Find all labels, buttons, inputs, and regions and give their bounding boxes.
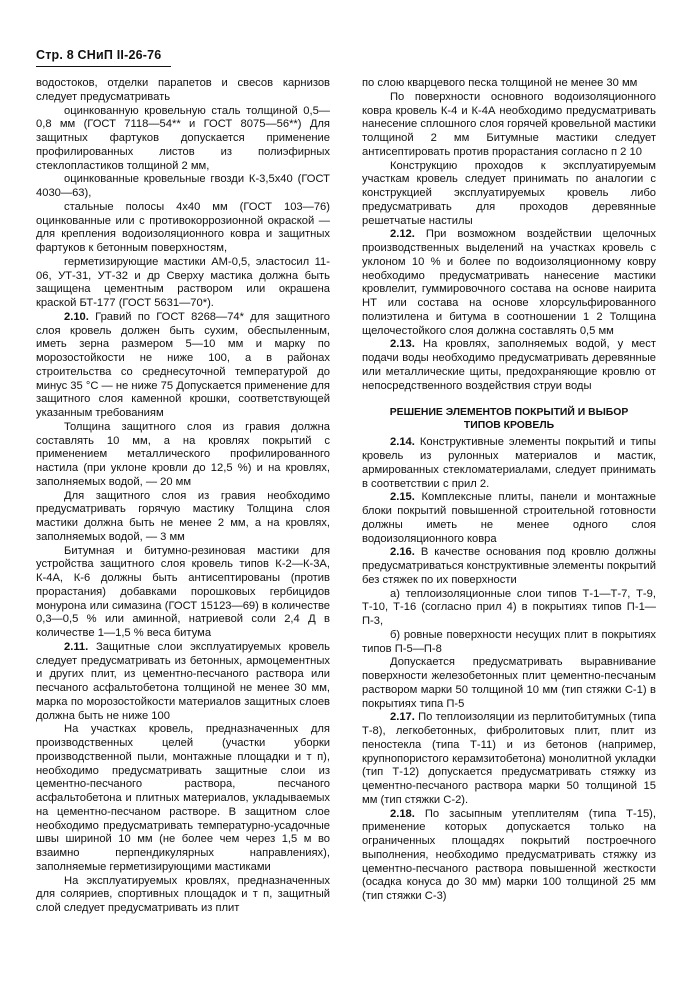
paragraph: [362, 656, 656, 711]
clause-number: 2.12.: [390, 228, 415, 241]
paragraph-text: Конструкцию проходов к эксплуатируемым участкам кровель следует принимать по аналогии с конструкцией эксплуатируемых кровель либо предусматривать для проходов деревянные решетчатые настилы: [362, 159, 656, 227]
paragraph: [362, 228, 656, 338]
paragraph: [362, 436, 656, 491]
paragraph-text: Для защитного слоя из гравия необходимо предусматривать горячую мастику Толщина слоя мастики должна быть не менее 2 мм, а на кровлях, заполняемых водой, — 3 мм: [36, 489, 330, 543]
clause-number: 2.10.: [64, 310, 89, 323]
paragraph-text: а) теплоизоляционные слои типов Т-1—Т-7, Т-9, Т-10, Т-16 (согласно прил 4) в покрытиях типов П-1—П-3,: [362, 587, 656, 627]
header-rule: [36, 66, 171, 67]
paragraph: [36, 105, 330, 174]
paragraph: [362, 546, 656, 587]
paragraph-text: По поверхности основного водоизоляционного ковра кровель К-4 и К-4А необходимо предусматривать нанесение сплошного слоя горячей кровельной мастики толщиной 2 мм Битумные мастики следует антисептировать против прорастания согласно п 2 10: [362, 90, 656, 158]
paragraph: [362, 711, 656, 807]
paragraph-text: оцинкованную кровельную сталь толщиной 0,5—0,8 мм (ГОСТ 7118—54** и ГОСТ 8075—56**) Для защитных фартуков допускается применение профилированных листов из полиэфирных стеклопластиков толщиной 2 мм,: [36, 104, 330, 172]
paragraph-text: На кровлях, заполняемых водой, у мест подачи воды необходимо предусматривать деревянные или металлические щиты, предохраняющие кровлю от непосредственного воздействия струи воды: [362, 338, 656, 392]
right-column-top-text: [362, 77, 656, 393]
paragraph: [36, 311, 330, 421]
paragraph: [36, 173, 330, 201]
section-title: [362, 407, 656, 432]
paragraph-text: По засыпным утеплителям (типа Т-15), применение которых допускается только на ограниченных площадях покрытий построечного выполнения, необходимо предусматривать стяжку из цементно-песчаного раствора повышенной жесткости (осадка конуса до 30 мм) марки 100 толщиной 25 мм (тип стяжки С-3): [362, 807, 656, 902]
paragraph: [362, 491, 656, 546]
right-column: [362, 77, 656, 904]
paragraph: [36, 490, 330, 545]
paragraph: [36, 545, 330, 641]
paragraph-text: При возможном воздействии щелочных производственных выделений на участках кровель с уклоном 10 % и более по водоизоляционному ковру необходимо предусматривать нанесение мастики кровлелит, гуммировочного состава на основе наирита НТ или состава на основе хлорсульфированного полиэтилена и битума в соотношении 1 2 Толщина щелочестойкого слоя должна составлять 0,5 мм: [362, 228, 656, 337]
paragraph: [36, 256, 330, 311]
paragraph-text: стальные полосы 4х40 мм (ГОСТ 103—76) оцинкованные или с противокоррозионной окраской — для крепления водоизоляционного ковра и защитных фартуков к бетонным поверхностям,: [36, 200, 330, 254]
clause-number: 2.11.: [64, 640, 89, 653]
paragraph-text: Комплексные плиты, панели и монтажные блоки покрытий повышенной строительной готовности должны иметь не менее одного слоя водоизоляционного ковра: [362, 491, 656, 545]
paragraph-text: Конструктивные элементы покрытий и типы кровель из рулонных материалов и мастик, армированных стекломатериалами, следует принимать в соответствии с прил 2.: [362, 436, 656, 490]
paragraph-text: Защитные слои эксплуатируемых кровель следует предусматривать из бетонных, армоцементных и других плит, из цементно-песчаного раствора или песчаного асфальтобетона толщиной не менее 30 мм, марка по морозостойкости материалов защитных слоев должна быть не ниже 100: [36, 640, 330, 722]
paragraph: [362, 808, 656, 904]
section-title-line-2: ТИПОВ КРОВЕЛЬ: [463, 419, 555, 431]
paragraph: [36, 641, 330, 724]
paragraph-text: На эксплуатируемых кровлях, предназначенных для соляриев, спортивных площадок и т п, защитный слой следует предусматривать из плит: [36, 874, 330, 914]
clause-number: 2.18.: [390, 807, 415, 820]
paragraph-text: В качестве основания под кровлю должны предусматриваться конструктивные элементы покрытий без стяжек по их поверхности: [362, 546, 656, 586]
paragraph-text: На участках кровель, предназначенных для производственных целей (участки уборки производственной пыли, монтажные площадки и т п), необходимо предусматривать защитные слои из цементно-песчаного раствора, песчаного асфальтобетона и плитных материалов, укладываемых на цементно-песчаном растворе. В защитном слое необходимо предусматривать температурно-усадочные швы шириной 10 мм (не более чем через 1,5 м во взаимно перпендикулярных направлениях), заполняемые герметизирующими мастиками: [36, 723, 330, 873]
left-column: [36, 77, 330, 916]
paragraph: [362, 629, 656, 657]
clause-number: 2.14.: [390, 436, 415, 449]
paragraph: [36, 201, 330, 256]
paragraph: [36, 723, 330, 874]
section-title-line-1: РЕШЕНИЕ ЭЛЕМЕНТОВ ПОКРЫТИЙ И ВЫБОР: [389, 407, 629, 419]
paragraph-text: по слою кварцевого песка толщиной не менее 30 мм: [362, 77, 638, 89]
clause-number: 2.17.: [390, 711, 415, 724]
paragraph-text: Битумная и битумно-резиновая мастики для устройства защитного слоя кровель типов К-2—К-3А, К-4А, К-6 должны быть антисептированы (против прорастания) добавками порошковых гербицидов монурона или симазина (ГОСТ 15123—69) в количестве 0,3—0,5 % или аминной, натриевой соли 2,4 Д в количестве 1—1,5 % веса битума: [36, 544, 330, 639]
paragraph-text: Толщина защитного слоя из гравия должна составлять 10 мм, а на кровлях покрытий с применением металлического профилированного настила (при уклоне кровли до 12,5 %) и на кровлях, заполняемых водой, — 20 мм: [36, 420, 330, 488]
page-header: Стр. 8 СНиП II-26-76: [36, 48, 162, 62]
paragraph-text: По теплоизоляции из перлитобитумных (типа Т-8), легкобетонных, фибролитовых плит, плит из пеностекла (типа Т-11) и из бетонов (например, крупнопористого керамзитобетона) монолитной укладки (тип Т-12) допускается предусматривать стяжку из цементно-песчаного раствора марки 50 толщиной 15 мм (тип стяжки С-2).: [362, 711, 656, 806]
paragraph-text: водостоков, отделки парапетов и свесов карнизов следует предусматривать: [36, 77, 330, 103]
paragraph: [362, 91, 656, 160]
paragraph-text: оцинкованные кровельные гвозди К-3,5х40 (ГОСТ 4030—63),: [36, 173, 330, 199]
paragraph: [362, 588, 656, 629]
right-column-bottom-text: [362, 436, 656, 904]
paragraph: [362, 160, 656, 229]
clause-number: 2.16.: [390, 546, 415, 559]
paragraph: [36, 421, 330, 490]
paragraph: [362, 77, 656, 91]
paragraph: [36, 77, 330, 105]
paragraph-text: Допускается предусматривать выравнивание поверхности железобетонных плит цементно-песчаным раствором марки 50 толщиной 10 мм (тип стяжки С-1) в покрытиях типа П-5: [362, 656, 656, 710]
clause-number: 2.15.: [390, 491, 415, 504]
paragraph-text: б) ровные поверхности несущих плит в покрытиях типов П-5—П-8: [362, 628, 656, 655]
clause-number: 2.13.: [390, 338, 415, 351]
paragraph: [362, 338, 656, 393]
paragraph-text: герметизирующие мастики АМ-0,5, эластосил 11-06, УТ-31, УТ-32 и др Сверху мастика должна быть защищена цементным раствором или окрашена краской БТ-177 (ГОСТ 5631—70*).: [36, 255, 330, 309]
paragraph: [36, 875, 330, 916]
paragraph-text: Гравий по ГОСТ 8268—74* для защитного слоя кровель должен быть сухим, обеспыленным, иметь зерна размером 5—10 мм и марку по морозостойкости не ниже 100, а в районах строительства со среднесуточной температурой до минус 35 °С — не ниже 75 Допускается применение для защитного слоя каменной крошки, соответствующей указанным требованиям: [36, 310, 330, 419]
